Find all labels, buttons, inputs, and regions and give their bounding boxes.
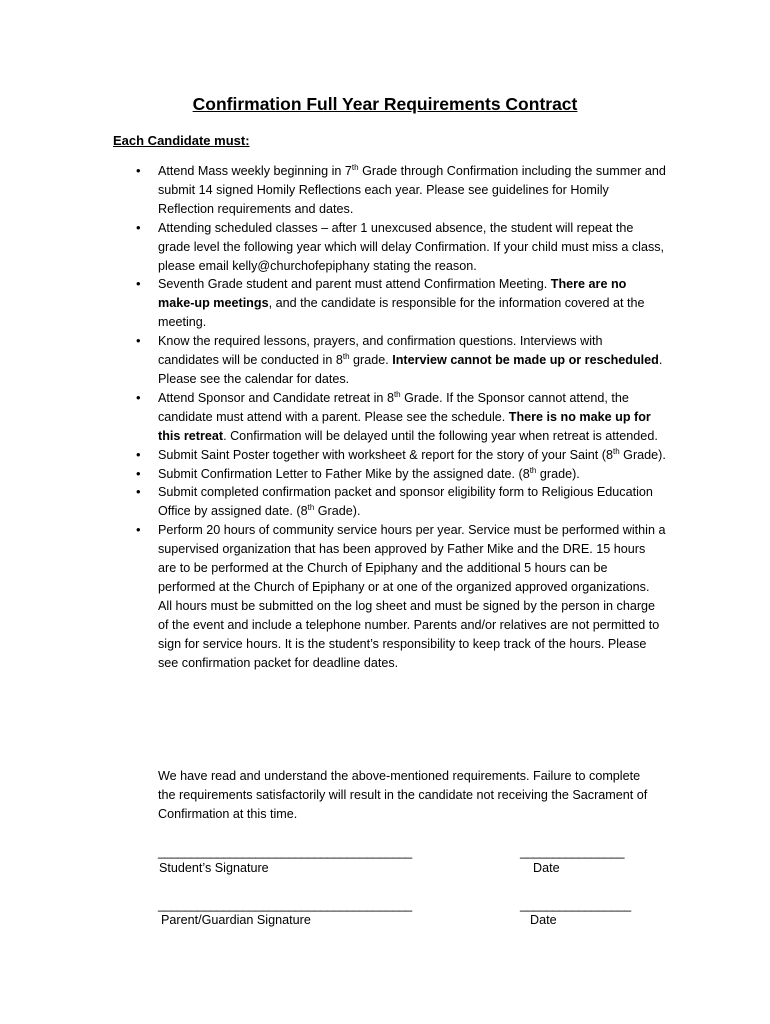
requirement-text: Attend Sponsor and Candidate retreat in 8 xyxy=(158,390,394,405)
requirement-text: Seventh Grade student and parent must attend Confirmation Meeting. xyxy=(158,277,551,292)
requirement-text: Attending scheduled classes – after 1 unexcused absence, the student will repeat the grade level the following year which will delay Confirmation. If your child must miss a class, please email kelly@churchofepiphany stating the reason. xyxy=(158,220,665,273)
emphasis-text: Interview cannot be made up or rescheduled xyxy=(392,353,659,368)
requirement-text: grade). xyxy=(536,466,580,481)
ordinal-suffix: th xyxy=(393,389,401,399)
student-date-label: Date xyxy=(533,861,560,875)
requirement-item xyxy=(158,465,666,484)
requirement-item xyxy=(158,446,666,465)
ordinal-suffix: th xyxy=(351,163,359,172)
requirement-text: grade. xyxy=(349,353,393,368)
requirement-text: Grade through Confirmation including the summer and submit 14 signed Homily Reflections each year. Please see guidelines for Homily Reflection requirements and dates. xyxy=(158,164,666,216)
requirement-text: Know the required lessons, prayers, and confirmation questions. Interviews with candidates will be conducted in 8 xyxy=(158,334,603,368)
requirement-text: . Please see the calendar for dates. xyxy=(158,353,663,386)
requirement-text: . Confirmation will be delayed until the following year when retreat is attended. xyxy=(223,428,658,443)
requirement-item xyxy=(158,219,666,276)
emphasis-text: There are no make-up meetings xyxy=(158,277,627,311)
student-date-line: ________________ xyxy=(520,845,625,859)
emphasis-text: There is no make up for this retreat xyxy=(158,409,651,443)
requirement-text: Grade). xyxy=(314,504,361,519)
ordinal-suffix: th xyxy=(307,503,315,513)
parent-signature-label: Parent/Guardian Signature xyxy=(161,913,311,927)
ordinal-suffix: th xyxy=(613,446,620,456)
ordinal-suffix: th xyxy=(529,465,537,475)
requirement-text: Submit Confirmation Letter to Father Mike by the assigned date. (8 xyxy=(158,466,530,481)
page-title: Confirmation Full Year Requirements Contract xyxy=(192,94,578,114)
section-heading: Each Candidate must: xyxy=(113,133,250,148)
requirement-text: Submit completed confirmation packet and sponsor eligibility form to Religious Education Office by assigned date. (8 xyxy=(158,485,653,519)
parent-signature-line: _______________________________________ xyxy=(158,898,412,912)
requirement-text: Attend Mass weekly beginning in 7 xyxy=(158,164,352,178)
ordinal-suffix: th xyxy=(342,352,350,362)
requirement-text: Grade. If the Sponsor cannot attend, the candidate must attend with a parent. Please see the schedule. xyxy=(158,390,629,424)
requirement-item xyxy=(158,275,666,332)
requirements-list xyxy=(158,162,666,672)
requirement-item xyxy=(158,521,666,672)
requirement-text: Submit Saint Poster together with worksheet & report for the story of your Saint (8 xyxy=(158,447,613,462)
requirement-text: , and the candidate is responsible for the information covered at the meeting. xyxy=(158,296,645,330)
requirement-item xyxy=(158,162,666,219)
requirement-text: Grade). xyxy=(619,447,666,462)
parent-date-label: Date xyxy=(530,913,557,927)
student-signature-label: Student’s Signature xyxy=(159,861,269,875)
acknowledgement-text: We have read and understand the above-mentioned requirements. Failure to complete the requirements satisfactorily will result in the candidate not receiving the Sacrament of Confirmation at this time. xyxy=(158,769,648,821)
requirement-text: Perform 20 hours of community service hours per year. Service must be performed within a supervised organization that has been approved by Father Mike and the DRE. 15 hours are to be performed at the Church of Epiphany and the additional 5 hours can be performed at the Church of Epiphany or at one of the organized approved organizations. All hours must be submitted on the log sheet and must be signed by the person in charge of the event and include a telephone number. Parents and/or relatives are not permitted to sign for service hours. It is the student’s responsibility to keep track of the hours. Please see confirmation packet for deadline dates. xyxy=(158,523,666,670)
parent-date-line: _________________ xyxy=(520,898,631,912)
requirement-item xyxy=(158,332,666,389)
requirement-item xyxy=(158,483,666,521)
student-signature-line: _______________________________________ xyxy=(158,845,412,859)
requirement-item xyxy=(158,389,666,446)
